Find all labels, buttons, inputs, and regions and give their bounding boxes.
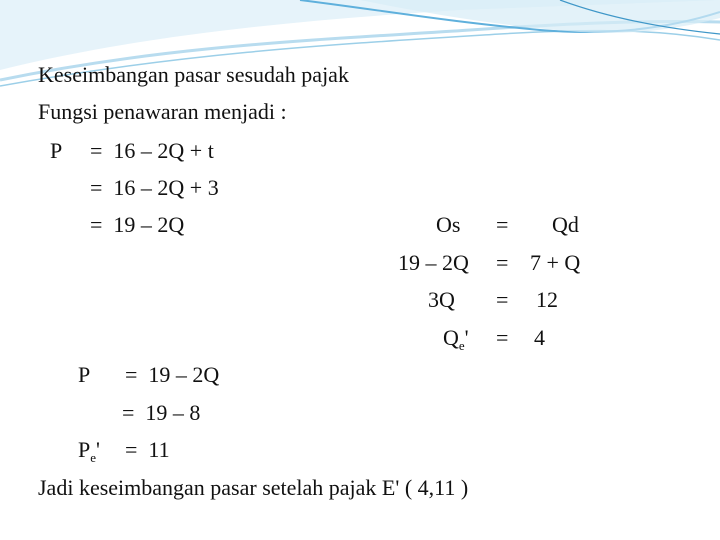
eq-row3-left: 3Q: [428, 287, 455, 312]
eq-row2-right: 7 + Q: [530, 250, 581, 275]
eq-row1-right: Qd: [552, 212, 579, 237]
supply-line-2: = 16 – 2Q + 3: [90, 175, 219, 200]
supply-line-1: = 16 – 2Q + t: [90, 138, 214, 163]
qe-subscript: e: [458, 338, 465, 353]
qe-main: Q: [443, 325, 459, 350]
eq-row3-equals: =: [496, 287, 509, 312]
pe-main: P: [78, 437, 91, 462]
eq-row2-equals: =: [496, 250, 509, 275]
supply-line-3: = 19 – 2Q: [90, 212, 185, 237]
eq-row2-left: 19 – 2Q: [398, 250, 469, 275]
pe-subscript: e: [90, 450, 97, 465]
eq-row4-right: 4: [534, 325, 545, 350]
subheading: Fungsi penawaran menjadi :: [38, 99, 287, 124]
supply-p-label: P: [50, 138, 63, 163]
pe-prime: ': [96, 437, 100, 462]
heading: Keseimbangan pasar sesudah pajak: [38, 62, 349, 87]
price-pe-label: [78, 437, 100, 463]
eq-row3-right: 12: [536, 287, 558, 312]
qe-prime: ': [464, 325, 469, 350]
price-line-2: = 19 – 8: [122, 400, 201, 425]
conclusion: Jadi keseimbangan pasar setelah pajak E' ( 4,11 ): [38, 475, 469, 500]
price-line-1: = 19 – 2Q: [125, 362, 220, 387]
eq-row1-left: Os: [436, 212, 461, 237]
eq-row4-equals: =: [496, 325, 509, 350]
price-line-3: = 11: [125, 437, 170, 462]
eq-row1-equals: =: [496, 212, 509, 237]
price-p-label: P: [78, 362, 91, 387]
eq-row4-left: [443, 325, 469, 351]
